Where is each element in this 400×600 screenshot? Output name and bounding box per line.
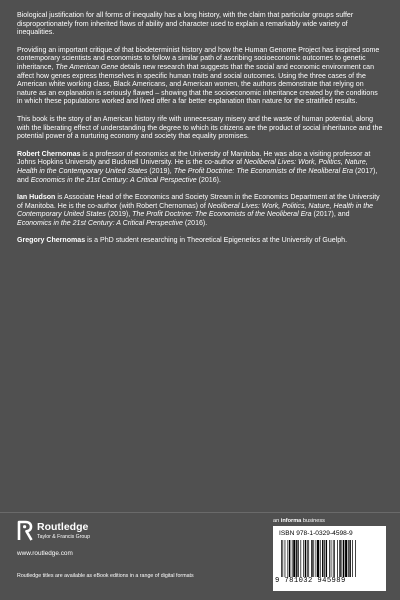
- barcode-stripe: [282, 540, 283, 577]
- blurb-paragraph-3: This book is the story of an American history rife with unnecessary misery and the waste of human potential, along with the liberating effect of understanding the degree to which its citizens are the product of social inheritance and the potential power of a nurturing economy and society that equality promises.: [17, 115, 383, 141]
- barcode-stripe: [317, 540, 319, 577]
- publisher-name: Routledge: [37, 521, 89, 533]
- barcode-icon: [281, 540, 380, 577]
- barcode-stripe: [324, 540, 325, 577]
- divider: [0, 512, 400, 513]
- barcode-stripe: [345, 540, 347, 577]
- barcode-stripe: [313, 540, 314, 577]
- barcode-box: [273, 526, 386, 591]
- barcode-stripe: [293, 540, 295, 577]
- barcode-stripe: [339, 540, 340, 577]
- barcode-stripe: [300, 540, 301, 577]
- barcode-stripe: [348, 540, 349, 577]
- barcode-stripe: [331, 540, 332, 577]
- blurb-paragraph-1: Biological justification for all forms of inequality has a long history, with the claim that particular groups suffer disproportionately from inherited flaws of ability and character used to explain a remarkably wide variety of inequalities.: [17, 12, 354, 37]
- barcode-stripe: [305, 540, 306, 577]
- barcode-stripe: [281, 540, 282, 577]
- back-cover-text: [17, 12, 383, 255]
- barcode-stripe: [337, 540, 338, 577]
- barcode-stripe: [308, 540, 309, 577]
- isbn-label: ISBN 978-1-0329-4598-9: [279, 530, 353, 537]
- barcode-digits: 9 781032 945989: [275, 577, 346, 585]
- barcode-stripe: [292, 540, 293, 577]
- barcode-stripe: [352, 540, 353, 577]
- barcode-stripe: [355, 540, 356, 577]
- barcode-stripe: [329, 540, 330, 577]
- publisher-group: Taylor & Francis Group: [37, 534, 91, 540]
- barcode-stripe: [320, 540, 321, 577]
- barcode-stripe: [296, 540, 297, 577]
- barcode-stripe: [334, 540, 335, 577]
- barcode-stripe: [289, 540, 290, 577]
- routledge-logo: [17, 519, 91, 547]
- barcode-stripe: [285, 540, 286, 577]
- barcode-stripe: [298, 540, 299, 577]
- barcode-stripe: [316, 540, 317, 577]
- barcode-stripe: [326, 540, 327, 577]
- author-name: Robert Chernomas: [17, 150, 81, 158]
- routledge-r-icon: [17, 519, 33, 541]
- author-bio-ian: Ian Hudson is Associate Head of the Economics and Society Stream in the Economics Department at the University of Manitoba. He is the co-author (with Robert Chernomas) of Neoliberal Lives: Work, Politics, Nature, Health in the Contemporary United States (2019), The Profit Doctrine: The Economists of the Neoliberal Era (2017), and Economics in the 21st Century: A Critical Perspective (2016).: [17, 194, 380, 227]
- barcode-stripe: [307, 540, 308, 577]
- ebook-note: Routledge titles are available as eBook editions in a range of digital formats: [17, 573, 194, 579]
- author-bio-robert: Robert Chernomas is a professor of economics at the University of Manitoba. He was also a visiting professor at Johns Hopkins University and Bucknell University. He is the co-author of Neoliberal Lives: Work, Politics, Nature, Health in the Contemporary United States (2019), The Profit Doctrine: The Economists of the Neoliberal Era (2017), and Economics in the 21st Century: A Critical Perspective (2016).: [17, 150, 378, 184]
- barcode-stripe: [343, 540, 344, 577]
- barcode-stripe: [341, 540, 342, 577]
- book-title: The American Gene: [55, 63, 119, 71]
- informa-business-note: an informa business: [273, 518, 325, 524]
- barcode-stripe: [311, 540, 312, 577]
- barcode-stripe: [349, 540, 350, 577]
- author-name: Ian Hudson: [17, 194, 56, 202]
- author-bio-gregory: Gregory Chernomas is a PhD student researching in Theoretical Epigenetics at the University of Guelph.: [17, 237, 348, 245]
- barcode-stripe: [333, 540, 334, 577]
- author-name: Gregory Chernomas: [17, 237, 86, 245]
- blurb-paragraph-2: Providing an important critique of that biodeterminist history and how the Human Genome Project has inspired some contemporary scientists and economists to follow a similar path of ascribing socioeconomic outcomes to genetic inheritance, The American Gene details new research that suggests that the social and economic environment can affect how genes express themselves in specific human traits and social outcomes. Using the three cases of the American white working class, Black Americans, and American women, the authors demonstrate that relying on nature as an explanation is seriously flawed – showing that the socioeconomic inheritance created by the conditions in which these populations worked and lived offer a far better explanation than nature for the stratified results.: [17, 46, 380, 106]
- barcode-stripe: [322, 540, 323, 577]
- barcode-stripe: [287, 540, 288, 577]
- barcode-stripe: [303, 540, 304, 577]
- publisher-website[interactable]: www.routledge.com: [17, 550, 73, 557]
